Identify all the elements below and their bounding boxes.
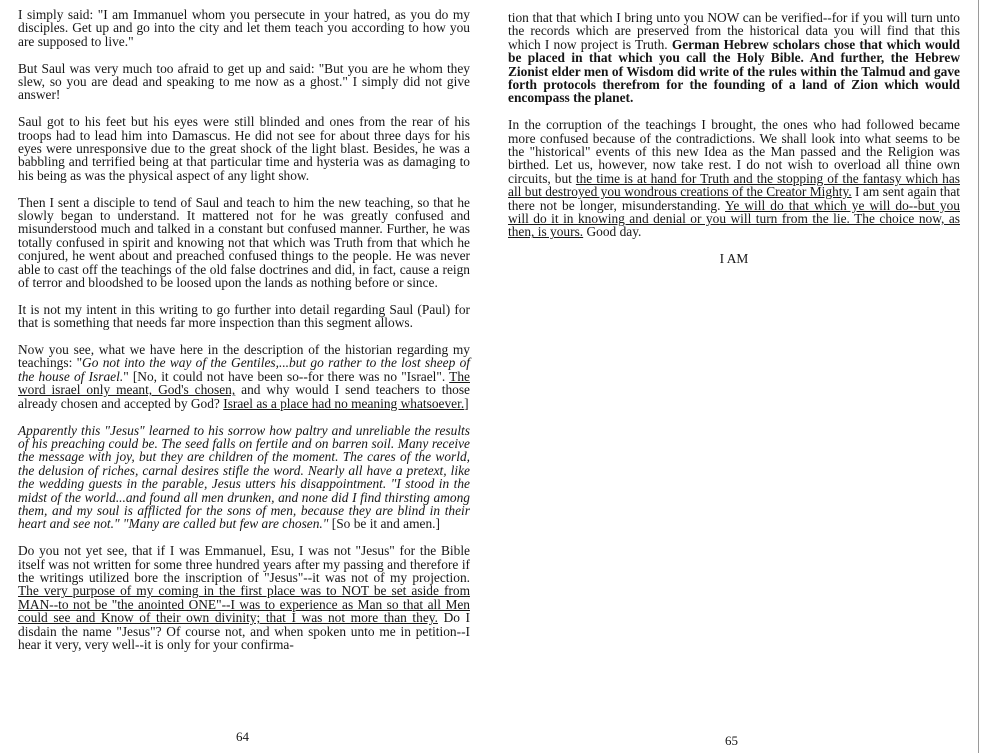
text-run: I simply said: "I am Immanuel whom you persecute in your hatred, as you do my disciples. Get up and go into the city and let them teach you according to how you are supposed to live." bbox=[18, 7, 470, 49]
paragraph bbox=[508, 118, 960, 239]
page-number: 65 bbox=[725, 733, 738, 748]
text-run: " [No, it could not have been so--for there was no "Israel". bbox=[123, 368, 450, 384]
paragraph bbox=[18, 8, 470, 48]
paragraph bbox=[18, 343, 470, 410]
text-run: Do you not yet see, that if I was Emmanuel, Esu, I was not "Jesus" for the Bible itself was not written for some three hundred years after my passing and therefore if the writings utilized bore the inscription of "Jesus"--it was not of my projection. bbox=[18, 543, 470, 585]
paragraph bbox=[508, 11, 960, 105]
page-edge-line bbox=[978, 0, 979, 753]
right-page-text bbox=[508, 11, 960, 266]
text-run: It is not my intent in this writing to go further into detail regarding Saul (Paul) for that is something that needs far more inspection than this segment allows. bbox=[18, 301, 470, 331]
page-number: 64 bbox=[236, 729, 249, 744]
text-run: ] bbox=[464, 395, 469, 411]
left-page bbox=[0, 0, 490, 753]
right-page bbox=[490, 0, 984, 753]
text-run: I am sent again that there not be longer, misunderstanding. bbox=[508, 184, 960, 213]
text-run: Good day. bbox=[583, 224, 642, 240]
text-run: [So be it and amen.] bbox=[328, 516, 440, 532]
italic-text: Apparently this "Jesus" learned to his sorrow how paltry and unreliable the results of his preaching could be. The seed falls on fertile and on barren soil. Many receive the message with joy, but they are children of the moment. The cares of the world, the delusion of riches, carnal desires stifle the word. Nearly all have a pretext, like the wedding guests in the parable, Jesus utters his disappointment. "I stood in the midst of the world...and found all men drunken, and none did I find thirsting among them, and my soul is afflicted for the sons of men, because they are blind in their heart and see not." "Many are called but few are chosen." bbox=[18, 422, 470, 532]
underlined-text: the time is at hand for Truth and the stopping of the fantasy which has all but destroyed you wondrous creations of the Creator Mighty. bbox=[508, 170, 960, 200]
text-run: and why would I send teachers to those already chosen and accepted by God? bbox=[18, 382, 470, 411]
italic-text: Go not into the way of the Gentiles,...but go rather to the lost sheep of the house of Israel. bbox=[18, 355, 470, 384]
text-run: Now you see, what we have here in the description of the historian regarding my teachings: " bbox=[18, 342, 470, 371]
text-run: Do I disdain the name "Jesus"? Of course not, and when spoken unto me in petition--I hear it very, very well--it is only for your confirma- bbox=[18, 610, 470, 652]
underlined-text: The very purpose of my coming in the first place was to NOT be set aside from MAN--to not be "the anointed ONE"--I was to experience as Man so that all Men could see and Know of their own divinity; that I was not more than they. bbox=[18, 583, 470, 626]
underlined-text: Ye will do that which ye will do--but you will do it in knowing and denial or you will turn from the lie. The choice now, as then, is yours. bbox=[508, 197, 960, 240]
text-run: In the corruption of the teachings I brought, the ones who had followed became more confused because of the contradictions. We shall look into what seems to be the "historical" events of this new Idea as the Man passed and the Religion was birthed. Let us, however, now take rest. I do not wish to overload all thine own circuits, but bbox=[508, 117, 960, 186]
paragraph bbox=[18, 303, 470, 330]
paragraph bbox=[18, 115, 470, 182]
paragraph bbox=[18, 424, 470, 531]
underlined-text: The word israel only meant, God's chosen, bbox=[18, 368, 470, 398]
paragraph bbox=[18, 544, 470, 651]
underlined-text: Israel as a place had no meaning whatsoever. bbox=[223, 395, 465, 411]
bold-text: German Hebrew scholars chose that which would be placed in that which you call the Holy Bible. And further, the Hebrew Zionist elder men of Wisdom did write of the rules within the Talmud and gave forth protocols therefrom for the founding of a land of Zion which would encompass the planet. bbox=[508, 36, 961, 106]
text-run: Then I sent a disciple to tend of Saul and teach to him the new teaching, so that he slowly began to understand. It mattered not for he was greatly confused and misunderstood much and talked in a constant but confused manner. Further, he was totally confused in spirit and knowing not that which was Truth from that which he conjured, he went about and preached confused things to the people. He was never able to cast off the teachings of the old false doctrines and did, in fact, cause a reign of terror and bloodshed to be loosed upon the lands as nothing before or since. bbox=[18, 194, 470, 291]
text-run: Saul got to his feet but his eyes were still blinded and ones from the rear of his troops had to lead him into Damascus. He did not see for about three days for his eyes were unresponsive due to the great shock of the light blast. Besides, he was a babbling and terrified being at that particular time and hysteria was as damaging to his being as was the physical aspect of any light show. bbox=[18, 114, 470, 183]
signature: I AM bbox=[719, 251, 749, 267]
left-page-text bbox=[18, 8, 470, 665]
right-page-paragraphs bbox=[508, 11, 960, 239]
paragraph bbox=[18, 196, 470, 290]
text-run: tion that that which I bring unto you NOW can be verified--for if you will turn unto the records which are preserved from the historical data you will find that this which I now project is Truth. bbox=[508, 10, 960, 52]
text-run: But Saul was very much too afraid to get up and said: "But you are he whom they slew, so you are dead and speaking to me now as a ghost." I simply did not give answer! bbox=[18, 60, 470, 103]
paragraph bbox=[18, 62, 470, 102]
